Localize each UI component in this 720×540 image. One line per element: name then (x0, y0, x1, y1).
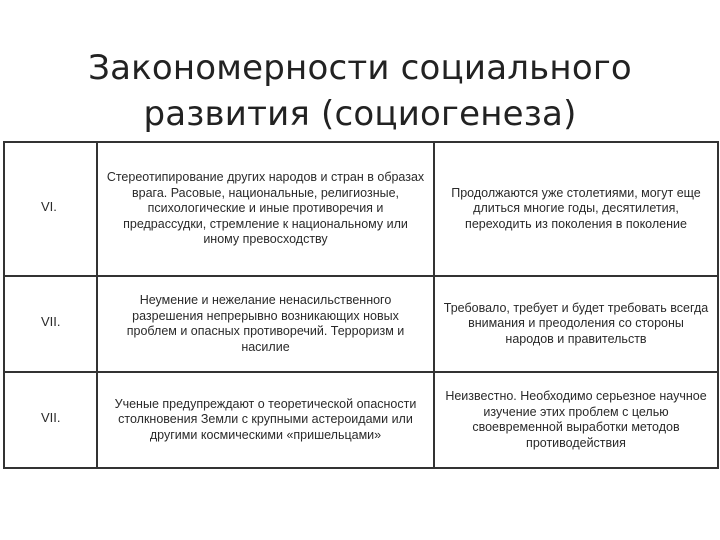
title-line-1: Закономерности социального (88, 47, 632, 88)
row-number-text: VII. (41, 314, 61, 330)
row-note: Требовало, требует и будет требовать всегда внимания и преодоления со стороны народов и правительств (434, 276, 718, 372)
title-line-2: развития (социогенеза) (143, 93, 577, 134)
regularities-table (3, 141, 719, 469)
table-row (4, 276, 718, 372)
row-description: Неумение и нежелание ненасильственного разрешения непрерывно возникающих новых проблем и опасных противоречий. Терроризм и насилие (97, 276, 434, 372)
row-number (4, 372, 97, 468)
row-number (4, 276, 97, 372)
row-description: Ученые предупреждают о теоретической опасности столкновения Земли с крупными астероидами или другими космическими «пришельцами» (97, 372, 434, 468)
row-note: Продолжаются уже столетиями, могут еще длиться многие годы, десятилетия, переходить из поколения в поколение (434, 142, 718, 276)
row-number-text: VI. (41, 199, 57, 215)
table-row (4, 372, 718, 468)
row-number (4, 142, 97, 276)
table-row (4, 142, 718, 276)
row-description: Стереотипирование других народов и стран в образах врага. Расовые, национальные, религиозные, психологические и иные противоречия и предрассудки, стремление к национальному или иному превосходству (97, 142, 434, 276)
row-number-text: VII. (41, 410, 61, 426)
page-title (60, 45, 660, 137)
row-note: Неизвестно. Необходимо серьезное научное изучение этих проблем с целью своевременной выработки методов противодействия (434, 372, 718, 468)
